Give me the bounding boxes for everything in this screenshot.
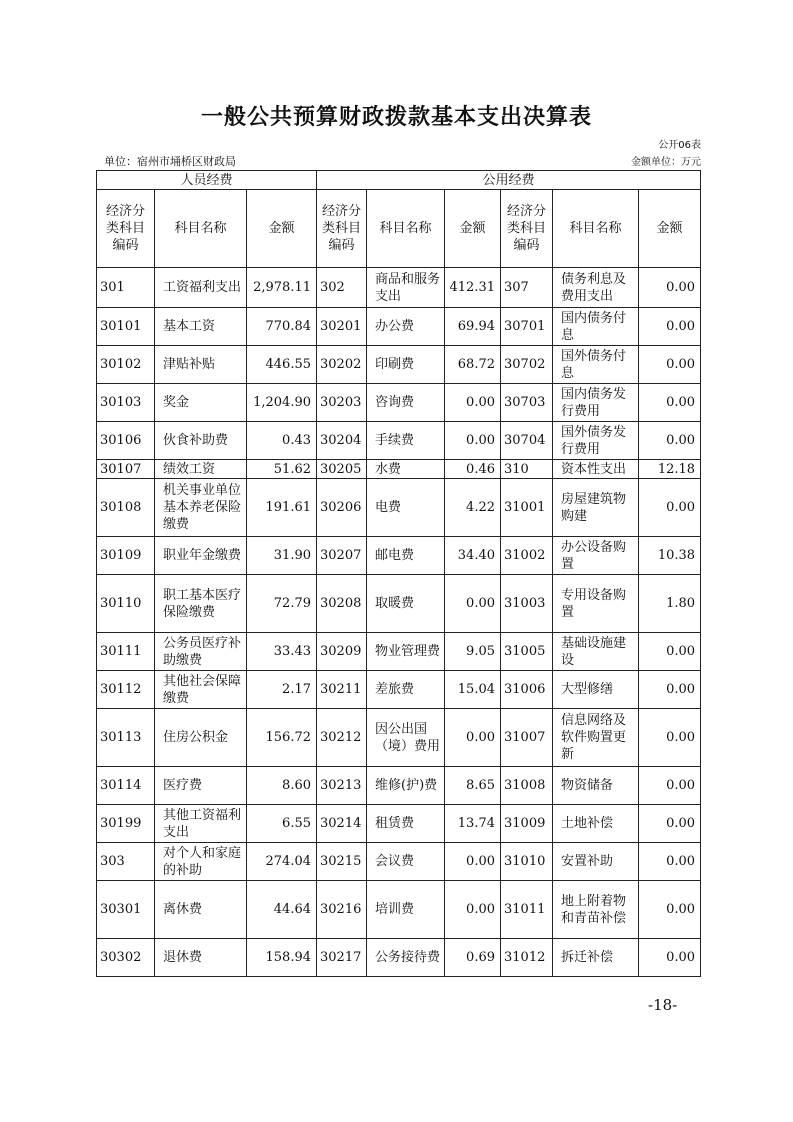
item-name-cell: 住房公积金	[155, 709, 247, 767]
amount-cell: 8.65	[445, 767, 501, 805]
amount-cell: 0.00	[639, 805, 701, 843]
table-row	[97, 422, 701, 460]
item-name-cell: 基础设施建设	[553, 633, 639, 671]
item-name-cell: 对个人和家庭的补助	[155, 843, 247, 881]
item-name-cell: 印刷费	[367, 346, 445, 384]
item-name-cell: 土地补偿	[553, 805, 639, 843]
table-row	[97, 767, 701, 805]
econ-code-cell: 30199	[97, 805, 155, 843]
table-row	[97, 479, 701, 537]
col-header-name: 科目名称	[553, 190, 639, 268]
item-name-cell: 邮电费	[367, 537, 445, 575]
econ-code-cell: 301	[97, 268, 155, 308]
form-number: 公开06表	[658, 140, 701, 151]
econ-code-cell: 30107	[97, 460, 155, 479]
amount-cell: 0.00	[639, 422, 701, 460]
econ-code-cell: 30208	[317, 575, 367, 633]
econ-code-cell: 31006	[501, 671, 553, 709]
econ-code-cell: 307	[501, 268, 553, 308]
table-row	[97, 460, 701, 479]
amount-cell: 0.00	[445, 709, 501, 767]
amount-cell: 0.00	[445, 422, 501, 460]
econ-code-cell: 30111	[97, 633, 155, 671]
item-name-cell: 商品和服务支出	[367, 268, 445, 308]
col-header-code: 经济分类科目编码	[317, 190, 367, 268]
econ-code-cell: 30217	[317, 939, 367, 977]
amount-cell: 0.00	[445, 384, 501, 422]
item-name-cell: 伙食补助费	[155, 422, 247, 460]
table-row	[97, 671, 701, 709]
amount-cell: 72.79	[247, 575, 317, 633]
amount-cell: 0.00	[445, 843, 501, 881]
amount-cell: 69.94	[445, 308, 501, 346]
econ-code-cell: 30110	[97, 575, 155, 633]
table-row	[97, 843, 701, 881]
item-name-cell: 地上附着物和青苗补偿	[553, 881, 639, 939]
amount-cell: 0.43	[247, 422, 317, 460]
item-name-cell: 绩效工资	[155, 460, 247, 479]
item-name-cell: 专用设备购置	[553, 575, 639, 633]
item-name-cell: 医疗费	[155, 767, 247, 805]
amount-cell: 0.69	[445, 939, 501, 977]
table-row	[97, 346, 701, 384]
item-name-cell: 大型修缮	[553, 671, 639, 709]
table-row	[97, 881, 701, 939]
econ-code-cell: 30211	[317, 671, 367, 709]
table-row	[97, 575, 701, 633]
econ-code-cell: 30702	[501, 346, 553, 384]
item-name-cell: 手续费	[367, 422, 445, 460]
item-name-cell: 国外债务发行费用	[553, 422, 639, 460]
budget-table	[96, 170, 701, 977]
econ-code-cell: 30703	[501, 384, 553, 422]
amount-cell: 15.04	[445, 671, 501, 709]
item-name-cell: 会议费	[367, 843, 445, 881]
econ-code-cell: 30201	[317, 308, 367, 346]
econ-code-cell: 302	[317, 268, 367, 308]
amount-cell: 13.74	[445, 805, 501, 843]
item-name-cell: 维修(护)费	[367, 767, 445, 805]
amount-cell: 2,978.11	[247, 268, 317, 308]
col-header-amount: 金额	[247, 190, 317, 268]
item-name-cell: 基本工资	[155, 308, 247, 346]
item-name-cell: 电费	[367, 479, 445, 537]
amount-cell: 0.00	[639, 709, 701, 767]
econ-code-cell: 30302	[97, 939, 155, 977]
econ-code-cell: 30102	[97, 346, 155, 384]
econ-code-cell: 30301	[97, 881, 155, 939]
amount-cell: 0.00	[639, 384, 701, 422]
item-name-cell: 退休费	[155, 939, 247, 977]
table-row	[97, 384, 701, 422]
table-row	[97, 633, 701, 671]
item-name-cell: 培训费	[367, 881, 445, 939]
amount-cell: 156.72	[247, 709, 317, 767]
amount-cell: 4.22	[445, 479, 501, 537]
item-name-cell: 其他社会保障缴费	[155, 671, 247, 709]
econ-code-cell: 30109	[97, 537, 155, 575]
amount-cell: 6.55	[247, 805, 317, 843]
col-header-code: 经济分类科目编码	[501, 190, 553, 268]
econ-code-cell: 30114	[97, 767, 155, 805]
econ-code-cell: 30112	[97, 671, 155, 709]
amount-cell: 0.00	[639, 767, 701, 805]
econ-code-cell: 30101	[97, 308, 155, 346]
econ-code-cell: 31012	[501, 939, 553, 977]
amount-cell: 0.46	[445, 460, 501, 479]
item-name-cell: 公务员医疗补助缴费	[155, 633, 247, 671]
amount-cell: 1.80	[639, 575, 701, 633]
item-name-cell: 租赁费	[367, 805, 445, 843]
amount-cell: 2.17	[247, 671, 317, 709]
econ-code-cell: 30113	[97, 709, 155, 767]
group-header-public: 公用经费	[317, 171, 701, 190]
amount-cell: 446.55	[247, 346, 317, 384]
econ-code-cell: 30204	[317, 422, 367, 460]
table-row	[97, 308, 701, 346]
econ-code-cell: 30704	[501, 422, 553, 460]
econ-code-cell: 30106	[97, 422, 155, 460]
amount-cell: 51.62	[247, 460, 317, 479]
amount-cell: 33.43	[247, 633, 317, 671]
amount-cell: 31.90	[247, 537, 317, 575]
item-name-cell: 水费	[367, 460, 445, 479]
amount-cell: 158.94	[247, 939, 317, 977]
item-name-cell: 咨询费	[367, 384, 445, 422]
amount-cell: 0.00	[639, 268, 701, 308]
item-name-cell: 其他工资福利支出	[155, 805, 247, 843]
econ-code-cell: 310	[501, 460, 553, 479]
table-row	[97, 537, 701, 575]
amount-cell: 0.00	[639, 843, 701, 881]
item-name-cell: 奖金	[155, 384, 247, 422]
item-name-cell: 信息网络及软件购置更新	[553, 709, 639, 767]
item-name-cell: 差旅费	[367, 671, 445, 709]
econ-code-cell: 30209	[317, 633, 367, 671]
item-name-cell: 办公费	[367, 308, 445, 346]
item-name-cell: 职工基本医疗保险缴费	[155, 575, 247, 633]
amount-cell: 68.72	[445, 346, 501, 384]
econ-code-cell: 31010	[501, 843, 553, 881]
econ-code-cell: 30206	[317, 479, 367, 537]
amount-cell: 0.00	[639, 881, 701, 939]
col-header-name: 科目名称	[367, 190, 445, 268]
item-name-cell: 拆迁补偿	[553, 939, 639, 977]
table-row	[97, 805, 701, 843]
amount-cell: 10.38	[639, 537, 701, 575]
page-number: -18-	[648, 996, 678, 1014]
group-header-personnel: 人员经费	[97, 171, 317, 190]
page-title: 一般公共预算财政拨款基本支出决算表	[200, 105, 592, 130]
table-row	[97, 268, 701, 308]
table-row	[97, 709, 701, 767]
econ-code-cell: 30207	[317, 537, 367, 575]
econ-code-cell: 30215	[317, 843, 367, 881]
item-name-cell: 房屋建筑物购建	[553, 479, 639, 537]
col-header-amount: 金额	[639, 190, 701, 268]
amount-cell: 8.60	[247, 767, 317, 805]
amount-cell: 770.84	[247, 308, 317, 346]
item-name-cell: 职业年金缴费	[155, 537, 247, 575]
amount-cell: 1,204.90	[247, 384, 317, 422]
amount-cell: 412.31	[445, 268, 501, 308]
amount-cell: 34.40	[445, 537, 501, 575]
currency-unit: 金额单位：万元	[631, 157, 701, 168]
amount-cell: 0.00	[639, 479, 701, 537]
econ-code-cell: 303	[97, 843, 155, 881]
amount-cell: 0.00	[639, 308, 701, 346]
item-name-cell: 离休费	[155, 881, 247, 939]
item-name-cell: 物业管理费	[367, 633, 445, 671]
col-header-name: 科目名称	[155, 190, 247, 268]
econ-code-cell: 31001	[501, 479, 553, 537]
item-name-cell: 安置补助	[553, 843, 639, 881]
econ-code-cell: 30202	[317, 346, 367, 384]
amount-cell: 0.00	[639, 671, 701, 709]
amount-cell: 191.61	[247, 479, 317, 537]
econ-code-cell: 31008	[501, 767, 553, 805]
reporting-unit: 单位：宿州市埇桥区财政局	[104, 155, 236, 168]
item-name-cell: 国内债务付息	[553, 308, 639, 346]
econ-code-cell: 30212	[317, 709, 367, 767]
econ-code-cell: 31003	[501, 575, 553, 633]
item-name-cell: 国外债务付息	[553, 346, 639, 384]
amount-cell: 44.64	[247, 881, 317, 939]
econ-code-cell: 30103	[97, 384, 155, 422]
econ-code-cell: 30108	[97, 479, 155, 537]
item-name-cell: 资本性支出	[553, 460, 639, 479]
econ-code-cell: 30701	[501, 308, 553, 346]
item-name-cell: 因公出国（境）费用	[367, 709, 445, 767]
item-name-cell: 债务利息及费用支出	[553, 268, 639, 308]
table-row	[97, 939, 701, 977]
col-header-amount: 金额	[445, 190, 501, 268]
item-name-cell: 物资储备	[553, 767, 639, 805]
econ-code-cell: 30213	[317, 767, 367, 805]
econ-code-cell: 30205	[317, 460, 367, 479]
amount-cell: 9.05	[445, 633, 501, 671]
item-name-cell: 办公设备购置	[553, 537, 639, 575]
amount-cell: 0.00	[445, 881, 501, 939]
amount-cell: 0.00	[639, 633, 701, 671]
econ-code-cell: 31009	[501, 805, 553, 843]
econ-code-cell: 30216	[317, 881, 367, 939]
amount-cell: 0.00	[639, 939, 701, 977]
econ-code-cell: 31002	[501, 537, 553, 575]
item-name-cell: 国内债务发行费用	[553, 384, 639, 422]
amount-cell: 12.18	[639, 460, 701, 479]
econ-code-cell: 31007	[501, 709, 553, 767]
econ-code-cell: 30214	[317, 805, 367, 843]
item-name-cell: 工资福利支出	[155, 268, 247, 308]
item-name-cell: 津贴补贴	[155, 346, 247, 384]
col-header-code: 经济分类科目编码	[97, 190, 155, 268]
item-name-cell: 公务接待费	[367, 939, 445, 977]
econ-code-cell: 30203	[317, 384, 367, 422]
item-name-cell: 机关事业单位基本养老保险缴费	[155, 479, 247, 537]
econ-code-cell: 31011	[501, 881, 553, 939]
amount-cell: 274.04	[247, 843, 317, 881]
amount-cell: 0.00	[639, 346, 701, 384]
econ-code-cell: 31005	[501, 633, 553, 671]
item-name-cell: 取暖费	[367, 575, 445, 633]
amount-cell: 0.00	[445, 575, 501, 633]
